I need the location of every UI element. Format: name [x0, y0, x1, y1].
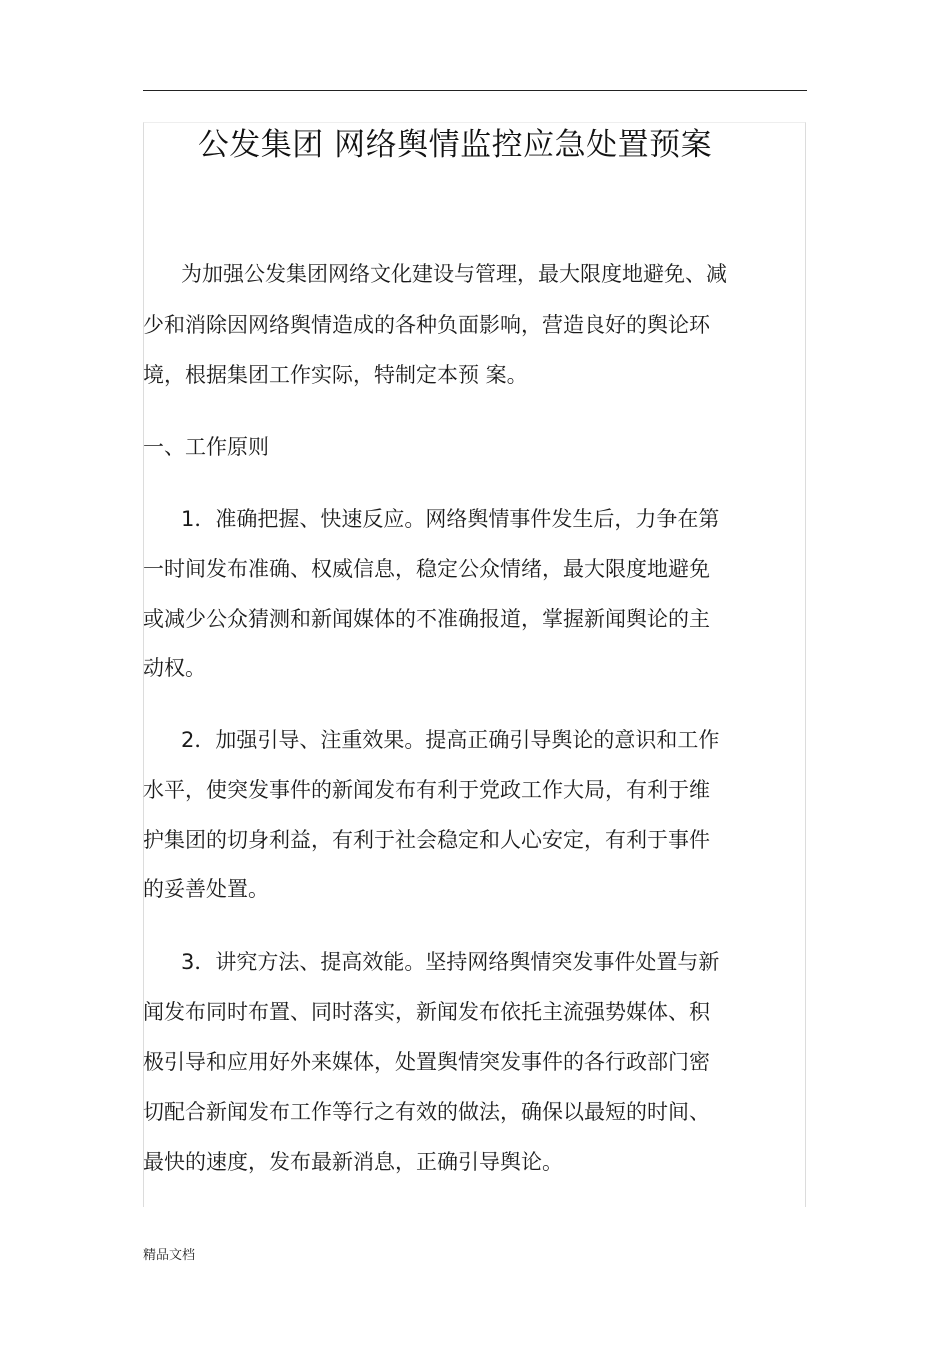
intro-line-1: 为加强公发集团网络文化建设与管理，最大限度地避免、减 [181, 262, 727, 286]
principle-3-line-5: 最快的速度，发布最新消息，正确引导舆论。 [143, 1150, 563, 1174]
intro-line-2: 少和消除因网络舆情造成的各种负面影响，营造良好的舆论环 [143, 313, 710, 337]
principle-3-line-1: 3．讲究方法、提高效能。坚持网络舆情突发事件处置与新 [181, 950, 720, 974]
principle-2-line-4: 的妥善处置。 [143, 877, 269, 901]
document-title: 公发集团 网络舆情监控应急处置预案 [197, 127, 713, 163]
intro-line-3: 境，根据集团工作实际，特制定本预 案。 [143, 363, 528, 387]
footer-label: 精品文档 [143, 1248, 196, 1263]
principle-3-line-3: 极引导和应用好外来媒体，处置舆情突发事件的各行政部门密 [143, 1050, 710, 1074]
header-rule [143, 90, 807, 91]
principle-2-line-1: 2．加强引导、注重效果。提高正确引导舆论的意识和工作 [181, 728, 720, 752]
principle-1-line-2: 一时间发布准确、权威信息，稳定公众情绪，最大限度地避免 [143, 557, 710, 581]
principle-2-line-3: 护集团的切身利益，有利于社会稳定和人心安定，有利于事件 [143, 828, 710, 852]
principle-1-line-4: 动权。 [143, 656, 206, 680]
principle-2-line-2: 水平，使突发事件的新闻发布有利于党政工作大局，有利于维 [143, 778, 710, 802]
principle-1-line-1: 1．准确把握、快速反应。网络舆情事件发生后，力争在第 [181, 507, 720, 531]
section-heading: 一、工作原则 [143, 435, 269, 459]
principle-3-line-2: 闻发布同时布置、同时落实，新闻发布依托主流强势媒体、积 [143, 1000, 710, 1024]
principle-3-line-4: 切配合新闻发布工作等行之有效的做法，确保以最短的时间、 [143, 1100, 710, 1124]
principle-1-line-3: 或减少公众猜测和新闻媒体的不准确报道，掌握新闻舆论的主 [143, 607, 710, 631]
